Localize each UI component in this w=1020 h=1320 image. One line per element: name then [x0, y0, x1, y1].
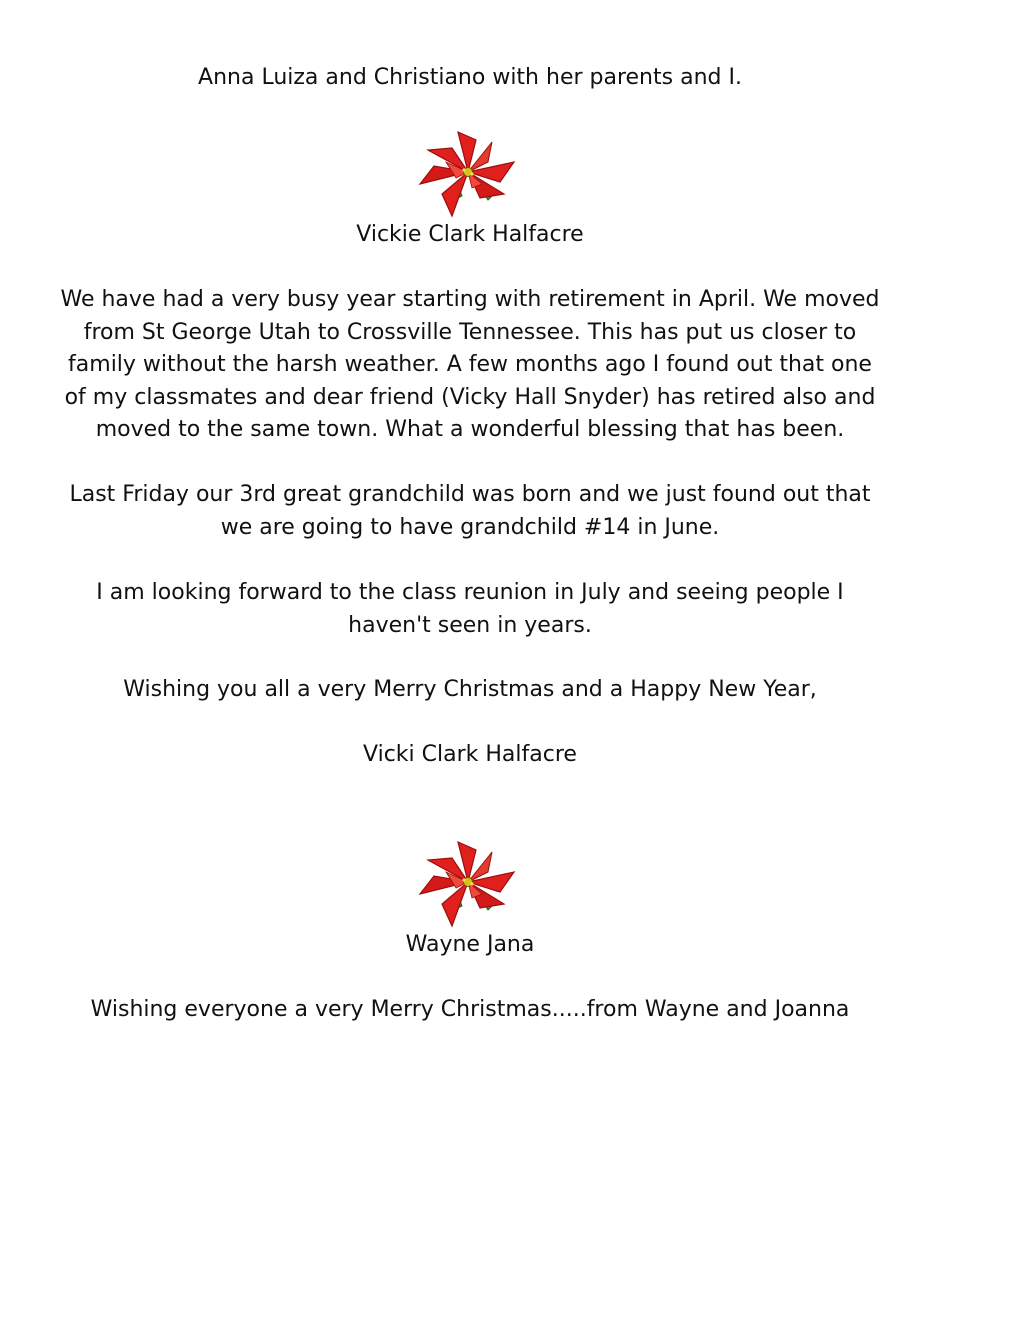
text-line: we are going to have grandchild #14 in June. [220, 514, 720, 540]
letter-paragraph [0, 479, 940, 544]
text-line: moved to the same town. What a wonderful blessing that has been. [95, 417, 845, 442]
text-line: We have had a very busy year starting with retirement in April. We moved [60, 287, 880, 312]
letter-paragraph [0, 577, 940, 642]
entry-author: Wayne Jana [405, 932, 535, 957]
entry-message: Wishing everyone a very Merry Christmas.....from Wayne and Joanna [90, 997, 850, 1022]
text-line: Last Friday our 3rd great grandchild was born and we just found out that [69, 482, 871, 507]
text-line: from St George Utah to Crossville Tennessee. This has put us closer to [83, 319, 857, 345]
photo-caption: Anna Luiza and Christiano with her parents and I. [198, 65, 742, 90]
text-line: family without the harsh weather. A few months ago I found out that one [68, 352, 872, 377]
entry-author: Vickie Clark Halfacre [356, 222, 584, 247]
letter-closing: Wishing you all a very Merry Christmas and a Happy New Year, [123, 677, 817, 702]
text-line: haven't seen in years. [348, 612, 592, 638]
poinsettia-icon [418, 836, 518, 928]
letter-paragraph [0, 284, 940, 447]
text-line: of my classmates and dear friend (Vicky Hall Snyder) has retired also and [64, 384, 876, 410]
text-line: I am looking forward to the class reunion in July and seeing people I [96, 580, 844, 605]
poinsettia-icon [418, 126, 518, 218]
letter-signature: Vicki Clark Halfacre [363, 742, 577, 767]
